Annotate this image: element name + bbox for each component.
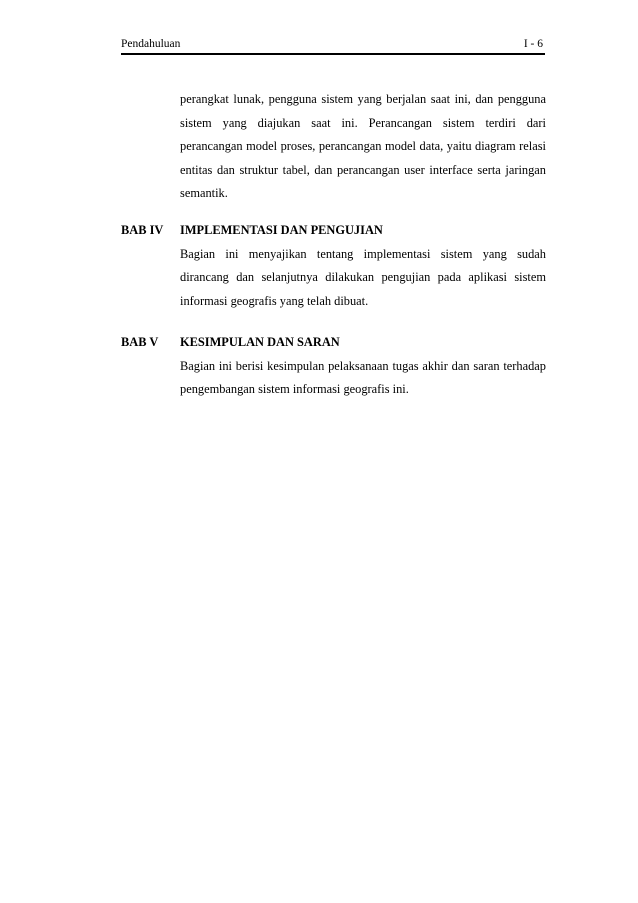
chapter-label-bab-v: BAB V xyxy=(121,335,159,349)
chapter-description-bab-v: Bagian ini berisi kesimpulan pelaksanaan tugas akhir dan saran terhadap pengembangan sistem informasi geografis ini. xyxy=(180,358,546,397)
intro-paragraph: perangkat lunak, pengguna sistem yang berjalan saat ini, dan pengguna sistem yang diajukan saat ini. Perancangan sistem terdiri dari perancangan model proses, perancangan model data, yaitu diagram relasi entitas dan struktur tabel, dan perancangan user interface serta jaringan semantik. xyxy=(180,92,546,201)
chapter-title-bab-v: KESIMPULAN DAN SARAN xyxy=(180,335,340,349)
header-title: Pendahuluan xyxy=(121,38,181,50)
chapter-title-bab-iv: IMPLEMENTASI DAN PENGUJIAN xyxy=(180,223,383,237)
chapter-bab-v xyxy=(180,331,546,402)
chapter-bab-iv xyxy=(180,219,546,313)
page-header xyxy=(121,36,545,55)
chapter-label-bab-iv: BAB IV xyxy=(121,223,164,237)
intro-paragraph-block xyxy=(180,88,546,206)
chapter-description-bab-iv: Bagian ini menyajikan tentang implementasi sistem yang sudah dirancang dan selanjutnya dilakukan pengujian pada aplikasi sistem informasi geografis yang telah dibuat. xyxy=(180,246,546,308)
page-number: I - 6 xyxy=(523,38,543,50)
